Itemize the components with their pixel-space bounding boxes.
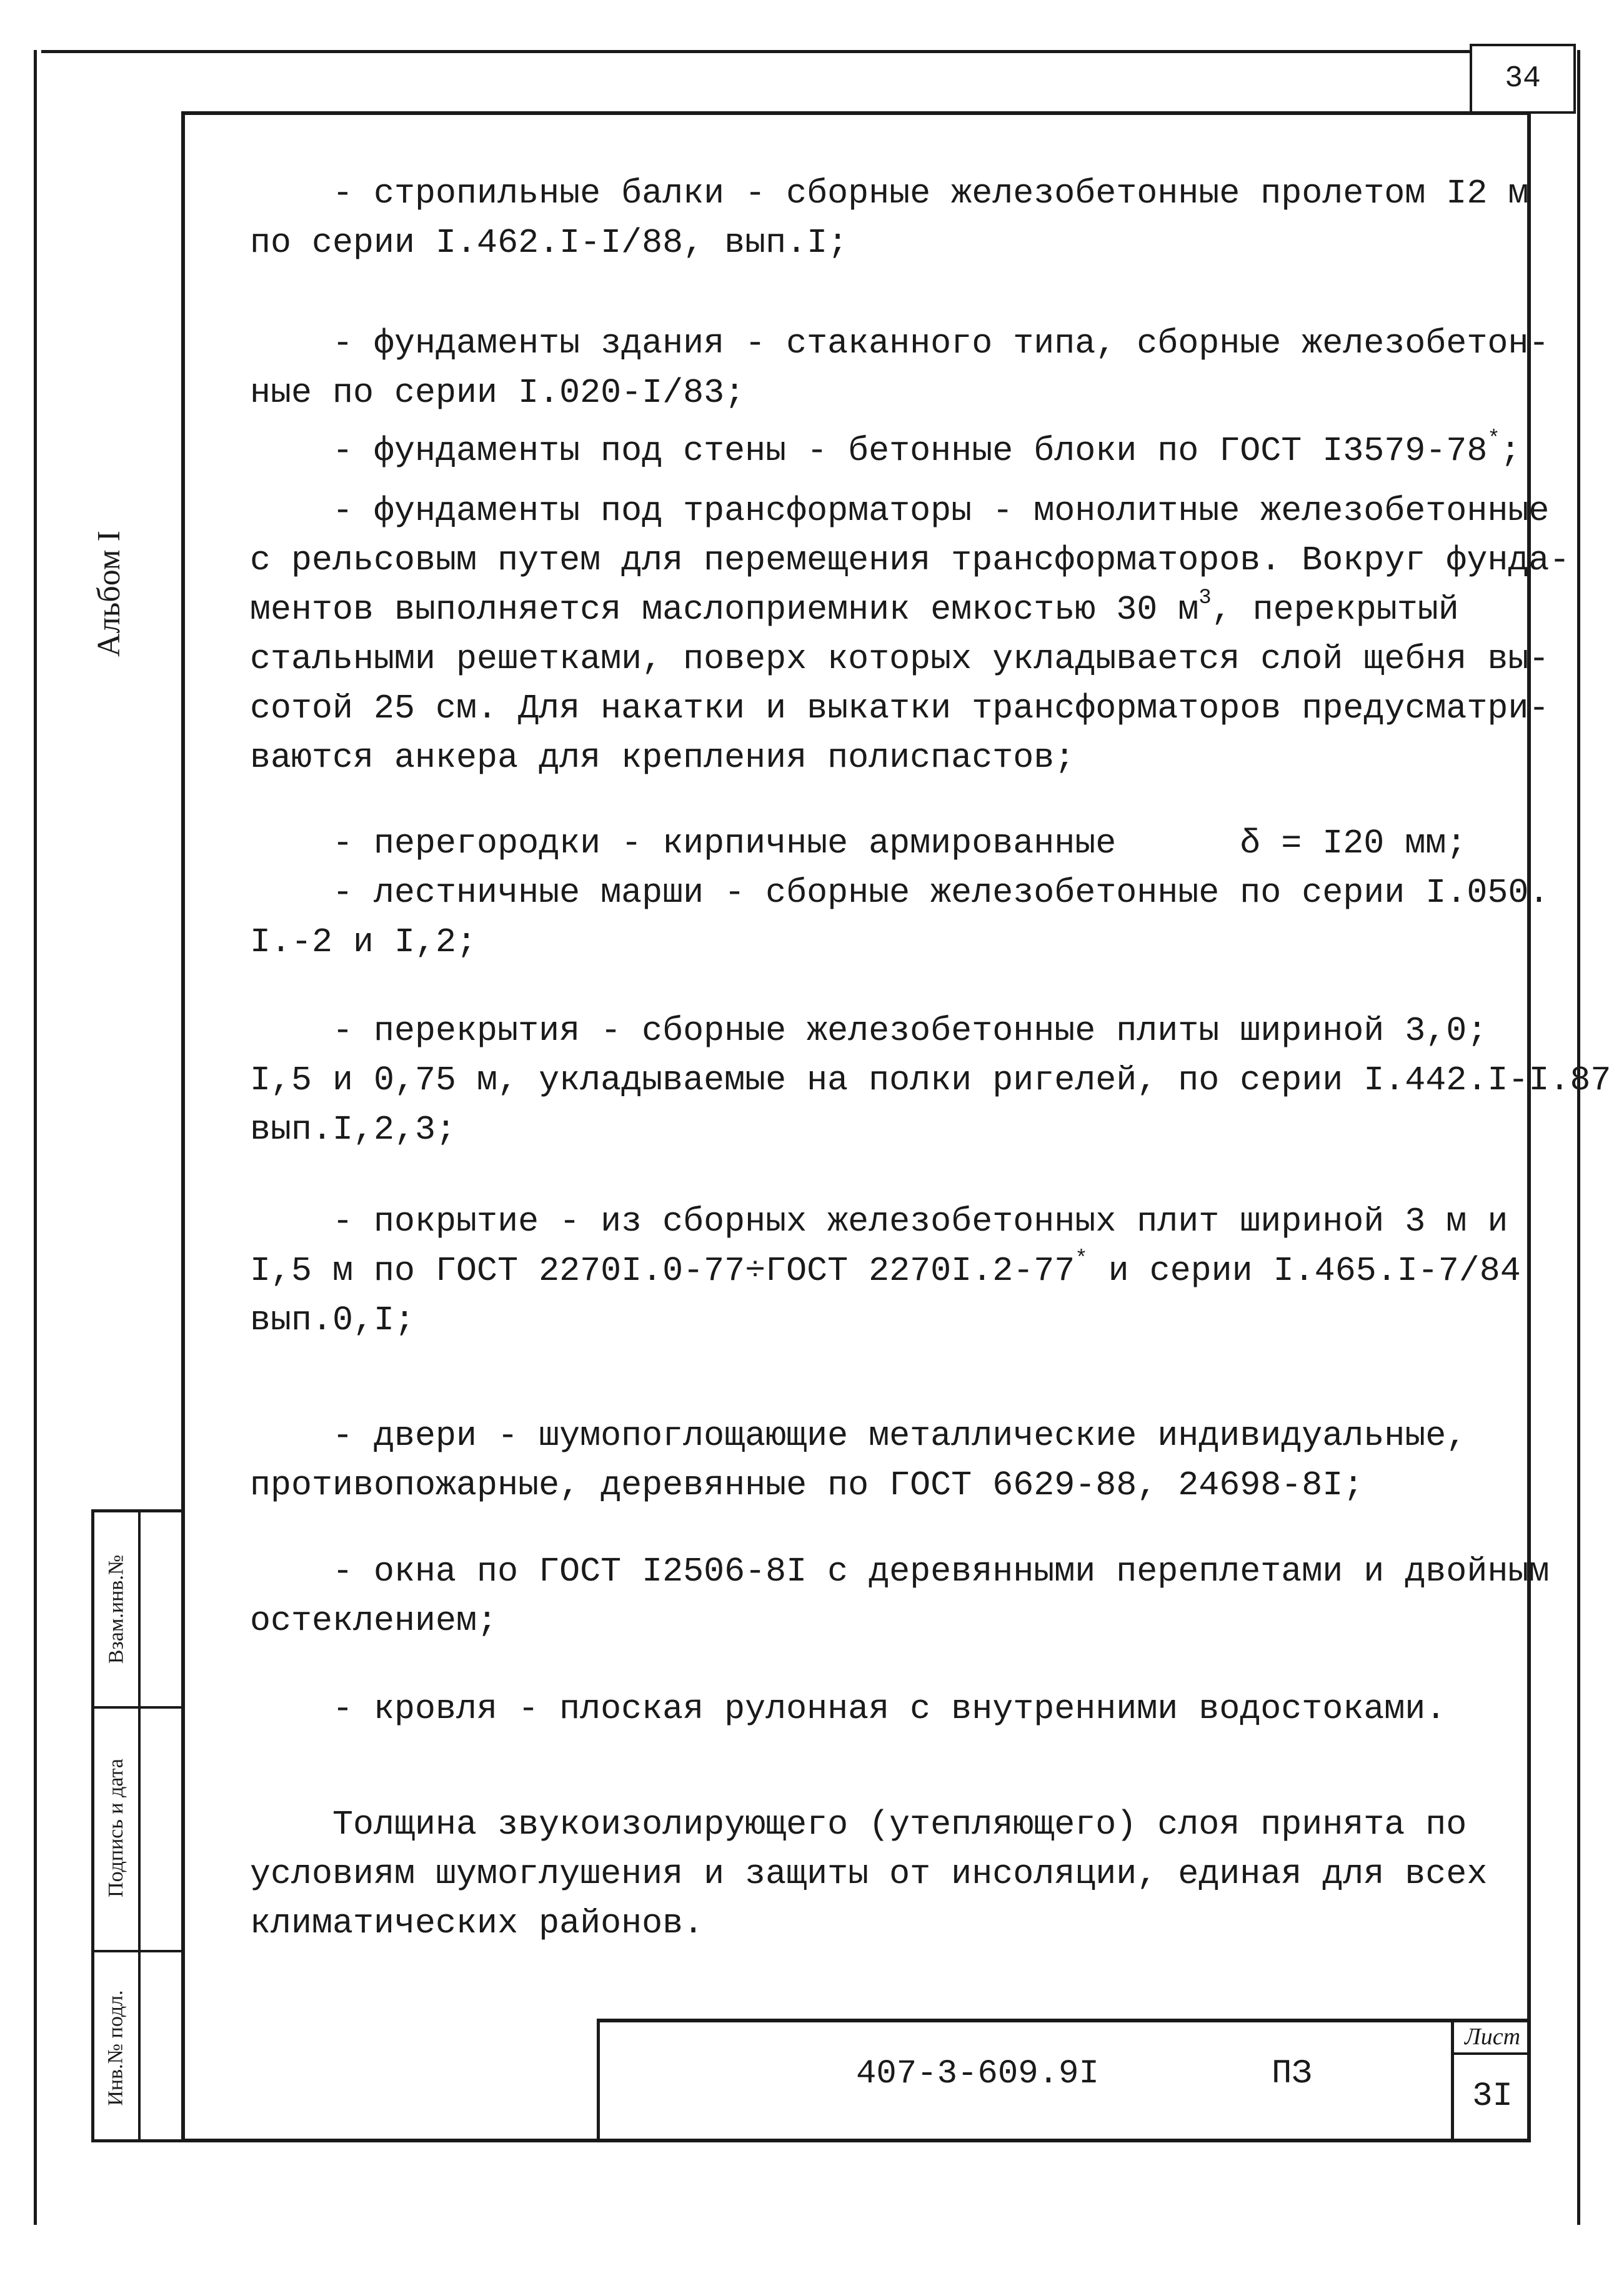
paragraph: - фундаменты здания - стаканного типа, сборные железобетон- ные по серии I.020-I/83; (250, 324, 1550, 412)
stamp-label-replace-inv: Взам.инв.№ (104, 1554, 128, 1664)
stamp-cell-signature-date (94, 1706, 138, 1950)
paragraph: Толщина звукоизолирующего (утепляющего) слоя принята по условиям шумоглушения и защиты от инсоляции, единая для всех климатических районов. (250, 1805, 1488, 1943)
sheet-number: 3I (1472, 2077, 1513, 2116)
paragraph: - покрытие - из сборных железобетонных плит шириной 3 м и (250, 1202, 1508, 1241)
paragraph: - стропильные балки - сборные железобетонные пролетом I2 м по серии I.462.I-I/88, вып.I; (250, 174, 1529, 262)
stamp-cell-inv-orig (94, 1950, 138, 2146)
paragraph: стальными решетками, поверх которых укладывается слой щебня вы- сотой 25 см. Для накатки и выкатки трансформаторов предусматри- ваются анкера для крепления полиспастов; (250, 639, 1550, 777)
outer-frame-left (34, 50, 37, 2225)
sheet-cell (1451, 2019, 1531, 2142)
paragraph: вып.0,I; (250, 1301, 416, 1340)
stamp-label-signature-date: Подпись и дата (104, 1759, 127, 1897)
stamp-cell-replace-inv (94, 1512, 138, 1706)
paragraph: - перекрытия - сборные железобетонные плиты шириной 3,0; I,5 и 0,75 м, укладываемые на полки ригелей, по серии I.442.I-I.87 вып.I,2,3; (250, 1011, 1612, 1149)
document-code: 407-3-609.9I (856, 2055, 1099, 2093)
outer-frame-top (41, 50, 1472, 53)
paragraph: - окна по ГОСТ I2506-8I с деревянными переплетами и двойным остеклением; (250, 1552, 1550, 1641)
paragraph: - двери - шумопоглощающие металлические индивидуальные, противопожарные, деревянные по ГОСТ 6629-88, 24698-8I; (250, 1416, 1467, 1505)
section-mark: ПЗ (1272, 2055, 1312, 2093)
paragraph: - кровля - плоская рулонная с внутренними водостоками. (250, 1689, 1447, 1729)
paragraph: - фундаменты под стены - бетонные блоки по ГОСТ I3579-78*; (250, 427, 1521, 471)
stamp-label-inv-orig: Инв.№ подл. (104, 1989, 128, 2106)
paragraph: - фундаменты под трансформаторы - монолитные железобетонные с рельсовым путем для перемещения трансформаторов. Вокруг фунда- (250, 491, 1570, 580)
album-label: Альбом I (91, 531, 127, 657)
title-block (597, 2019, 1531, 2142)
paragraph: ментов выполняется маслоприемник емкостью 30 $м^3$, перекрытый (250, 586, 1459, 629)
document-body (250, 169, 1612, 1943)
sheet-label: Лист (1454, 2019, 1531, 2055)
stamp-column-divider (138, 1512, 141, 2139)
page-number: 34 (1470, 44, 1576, 114)
approval-stamp-column (91, 1509, 181, 2142)
paragraph: I,5 м по ГОСТ 2270I.0-77÷ГОСТ 2270I.2-77* и серии I.465.I-7/84 (250, 1247, 1521, 1291)
paragraph: - перегородки - кирпичные армированные δ = I20 мм; - лестничные марши - сборные железобетонные по серии I.050. I.-2 и I,2; (250, 824, 1550, 962)
